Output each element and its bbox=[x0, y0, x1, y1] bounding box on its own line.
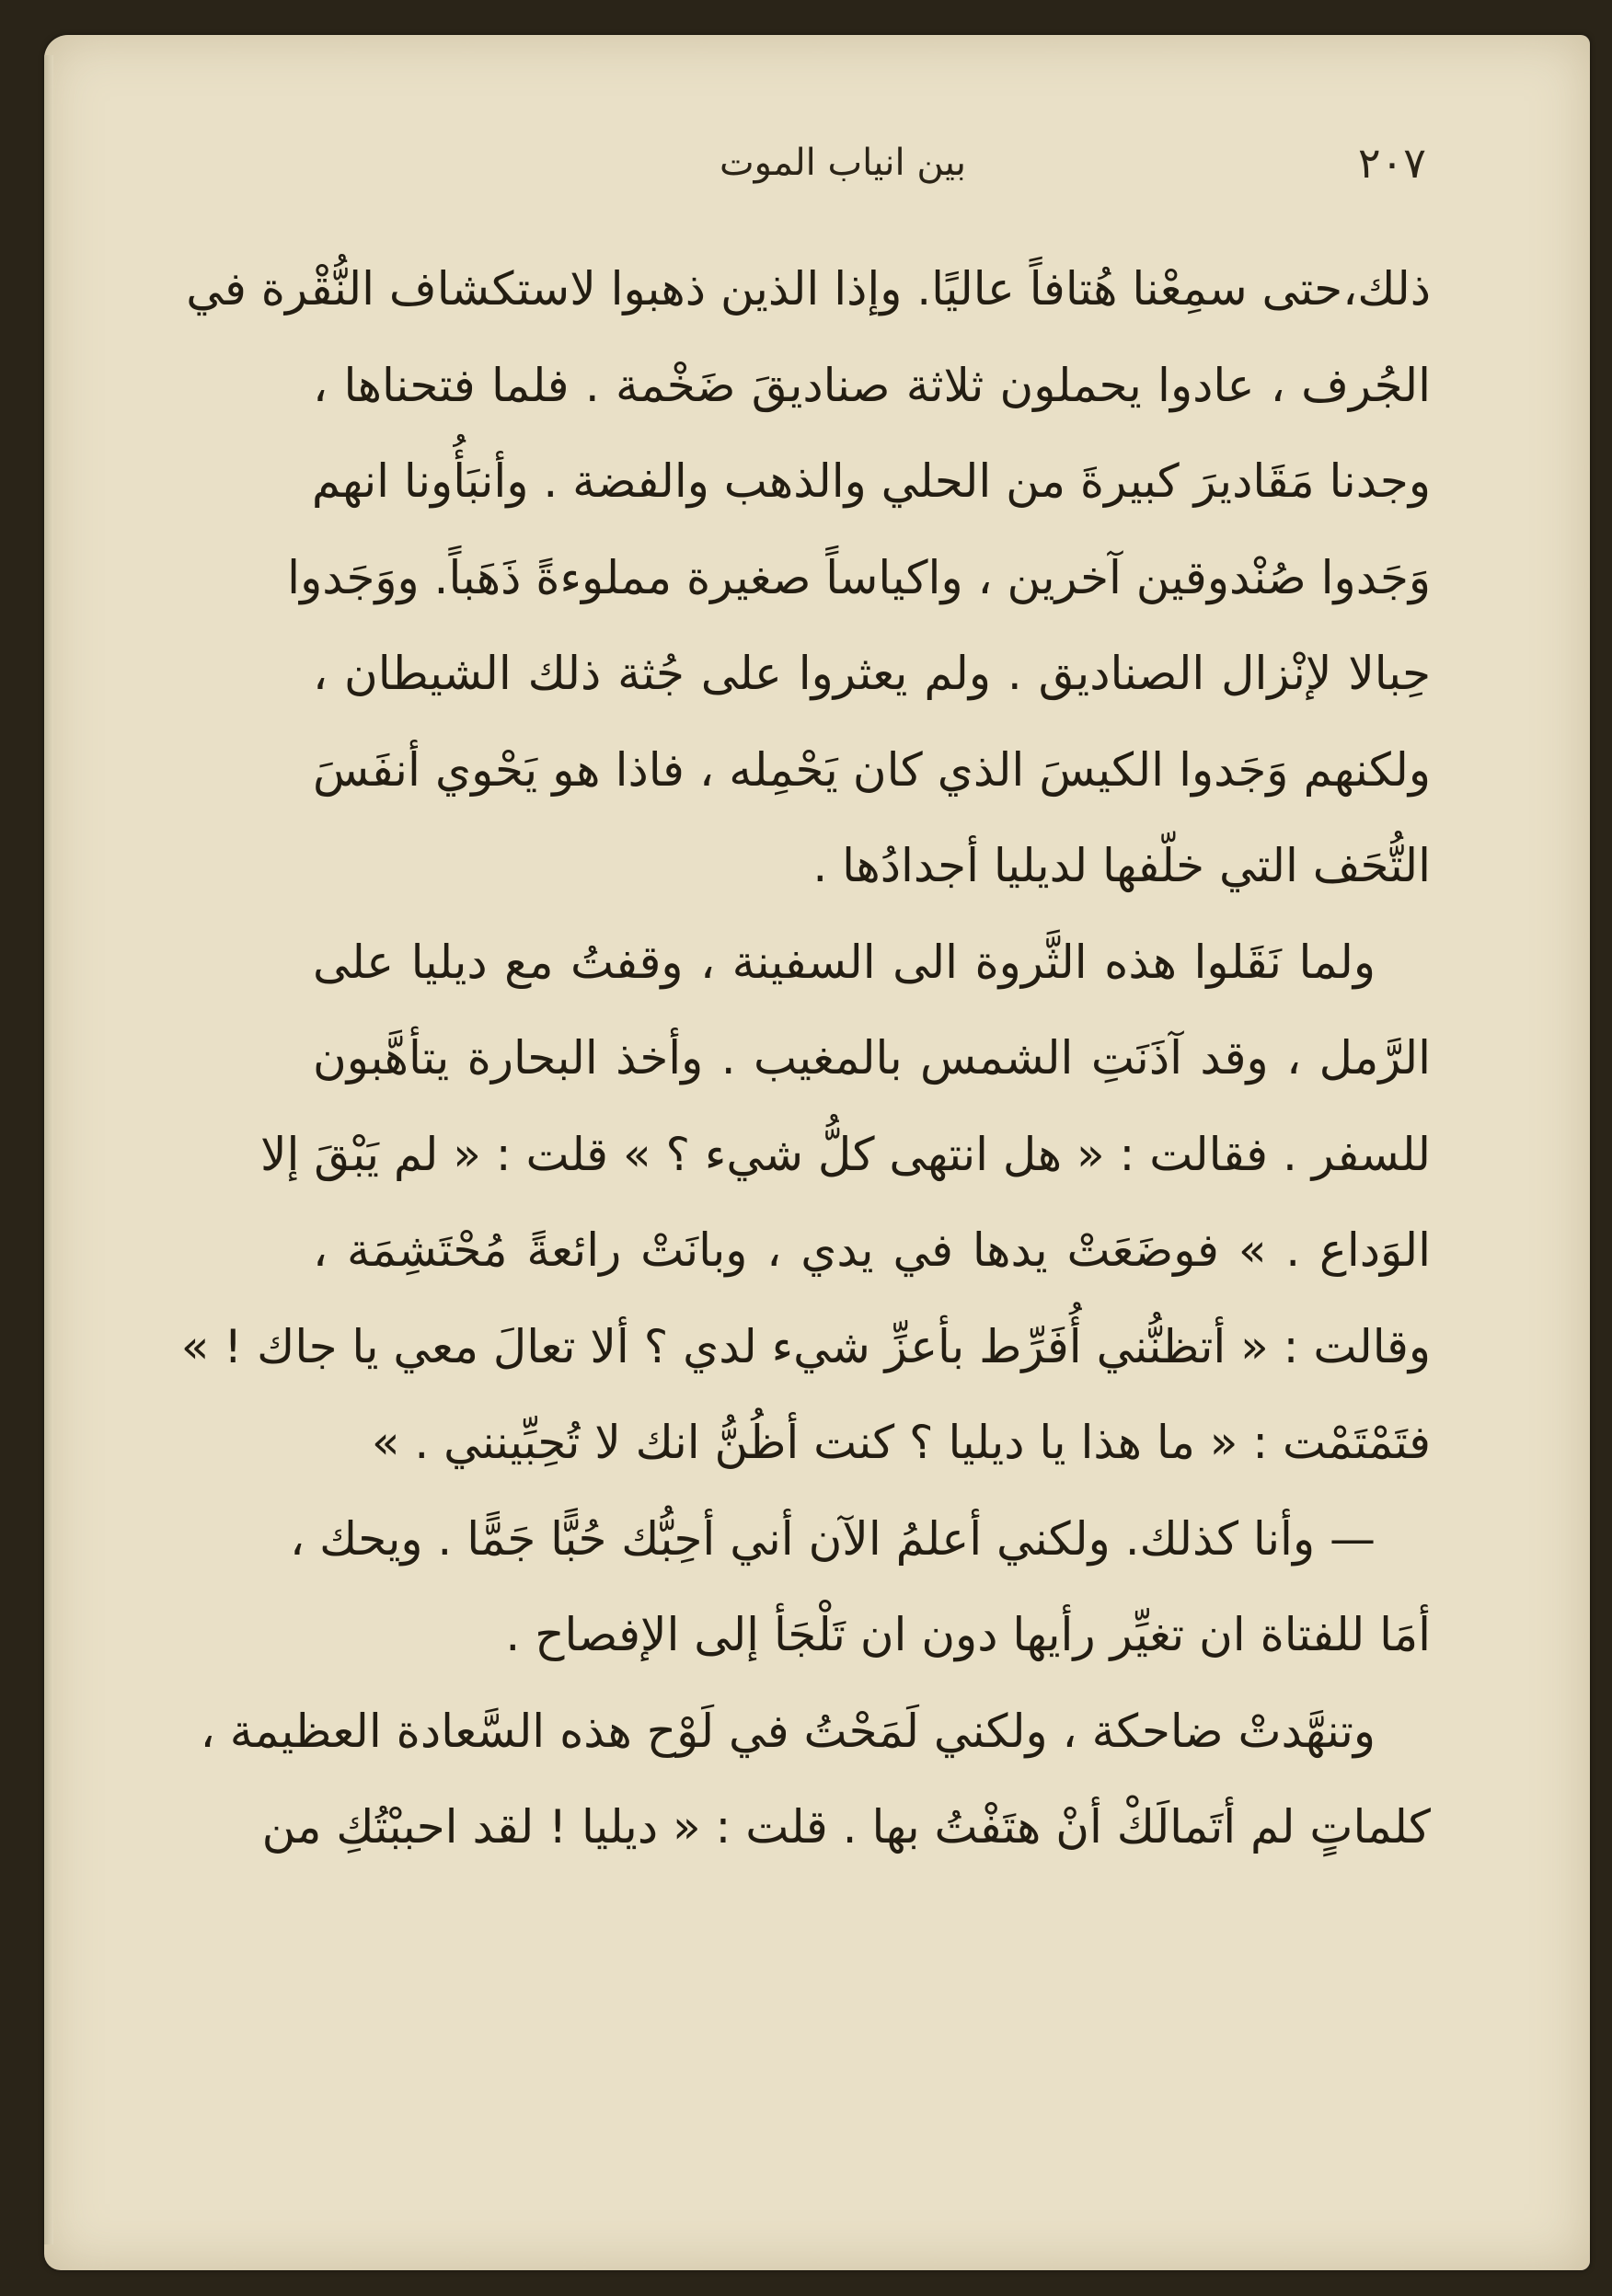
text-line: الوَداع . » فوضَعَتْ يدها في يدي ، وبانَتْ رائعةً مُحْتَشِمَة ، bbox=[313, 1223, 1431, 1277]
page-number: ٢٠٧ bbox=[1357, 138, 1426, 188]
text-line: وَجَدوا صُنْدوقين آخرين ، واكياساً صغيرة مملوءةً ذَهَباً. ووَجَدوا bbox=[287, 550, 1431, 604]
text-line: التُّحَف التي خلّفها لديليا أجدادُها . bbox=[812, 839, 1431, 892]
text-line: وتنهَّدتْ ضاحكة ، ولكني لَمَحْتُ في لَوْح هذه السَّعادة العظيمة ، bbox=[200, 1704, 1376, 1758]
running-title: بين انياب الموت bbox=[720, 142, 966, 184]
text-line: ولكنهم وَجَدوا الكيسَ الذي كان يَحْمِله ، فاذا هو يَحْوي أنفَسَ bbox=[313, 742, 1431, 797]
text-line: الرَّمل ، وقد آذَنَتِ الشمس بالمغيب . وأخذ البحارة يتأهَّبون bbox=[313, 1031, 1431, 1085]
text-line: ولما نَقَلوا هذه الثَّروة الى السفينة ، وقفتُ مع ديليا على bbox=[313, 935, 1376, 989]
text-line: ذلك،حتى سمِعْنا هُتافاً عاليًا. وإذا الذين ذهبوا لاستكشاف النُّقْرة في bbox=[186, 262, 1431, 316]
text-line: للسفر . فقالت : « هل انتهى كلُّ شيء ؟ » قلت : « لم يَبْقَ إلا bbox=[260, 1127, 1431, 1181]
text-line: وقالت : « أتظنُّني أُفَرِّط بأعزِّ شيء لدي ؟ ألا تعالَ معي يا جاك ! » bbox=[180, 1319, 1431, 1373]
text-line: أمَا للفتاة ان تغيِّر رأيها دون ان تَلْجَأ إلى الإفصاح . bbox=[505, 1608, 1431, 1661]
text-line: فتَمْتَمْت : « ما هذا يا ديليا ؟ كنت أظُنُّ انك لا تُحِبِّينني . » bbox=[371, 1416, 1431, 1469]
text-line: — وأنا كذلك. ولكني أعلمُ الآن أني أحِبُّك حُبًّا جَمًّا . ويحك ، bbox=[290, 1511, 1376, 1566]
text-line: كلماتٍ لم أتَمالَكْ أنْ هتَفْتُ بها . قلت : « ديليا ! لقد احببْتُكِ من bbox=[261, 1800, 1431, 1854]
page-header bbox=[304, 138, 1426, 212]
text-line: حِبالا لإنْزال الصناديق . ولم يعثروا على جُثة ذلك الشيطان ، bbox=[313, 647, 1431, 700]
body-text bbox=[180, 241, 1431, 1876]
page-edge bbox=[44, 55, 53, 2244]
text-line: الجُرف ، عادوا يحملون ثلاثة صناديقَ ضَخْمة . فلما فتحناها ، bbox=[313, 358, 1431, 412]
text-line: وجدنا مَقَاديرَ كبيرةَ من الحلي والذهب والفضة . وأنبَأُونا انهم bbox=[311, 454, 1431, 508]
